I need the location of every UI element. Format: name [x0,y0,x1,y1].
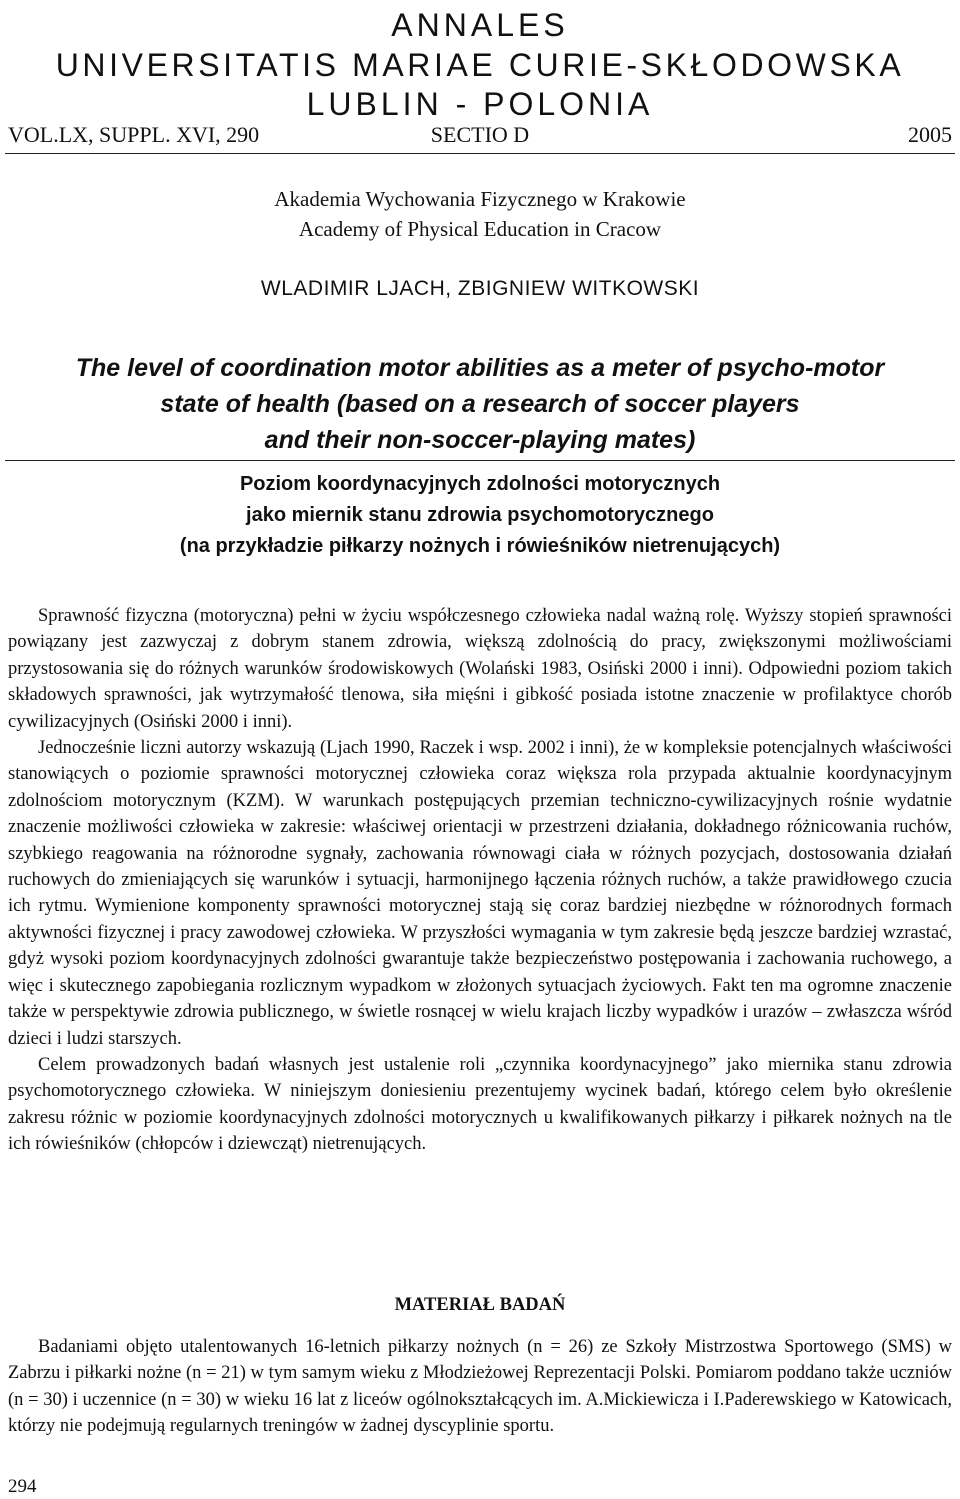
title-en-line3: and their non-soccer-playing mates) [264,426,696,454]
intro-paragraph-3: Celem prowadzonych badań własnych jest ustalenie roli „czynnika koordynacyjnego” jako miernika stanu zdrowia psychomotorycznego człowieka. W niniejszym doniesieniu prezentujemy wycinek badań, którego celem było określenie zakresu różnic w poziomie koordynacyjnych zdolności motorycznych u kwalifikowanych piłkarzy i piłkarek nożnych na tle ich rówieśników (chłopców i dziewcząt) nietrenujących. [8,1054,952,1155]
header-rule [5,153,955,154]
volume-info: VOL.LX, SUPPL. XVI, 290 [8,122,260,147]
section-info: SECTIO D [430,122,530,147]
title-en-line2: state of health (based on a research of soccer players [160,390,800,418]
journal-name-line1: ANNALES [391,7,569,43]
title-pl-line1: Poziom koordynacyjnych zdolności motorycznych [239,473,721,495]
year: 2005 [908,122,952,147]
page-number: 294 [8,1476,37,1497]
affiliation-polish: Akademia Wychowania Fizycznego w Krakowie [274,187,686,211]
title-pl-line2: jako miernik stanu zdrowia psychomotorycznego [246,504,714,526]
material-text [8,1334,952,1440]
title-pl-line3: (na przykładzie piłkarzy nożnych i rówieśników nietrenujących) [179,535,781,557]
volume-row [8,122,952,152]
intro-paragraph-1: Sprawność fizyczna (motoryczna) pełni w życiu współczesnego człowieka nadal ważną rolę. Wyższy stopień sprawności powiązany jest zazwyczaj z dobrym stanem zdrowia, większą zdolnością do pracy, zwiększonymi możliwościami przystosowania się do różnych warunków środowiskowych (Wolański 1983, Osiński 2000 i inni). Odpowiedni poziom takich składowych sprawności, jak wytrzymałość tlenowa, siła mięśni i gibkość posiada istotne znaczenie w profilaktyce chorób cywilizacyjnych (Osiński 2000 i inni). [8,606,952,732]
journal-name-line3: LUBLIN - POLONIA [306,86,654,122]
title-en-line1: The level of coordination motor abilities as a meter of psycho-motor [75,354,885,382]
affiliation-english: Academy of Physical Education in Cracow [298,217,662,241]
material-paragraph: Badaniami objęto utalentowanych 16-letnich piłkarzy nożnych (n = 26) ze Szkoły Mistrzostwa Sportowego (SMS) w Zabrzu i piłkarki nożne (n = 21) w tym samym wieku z Młodzieżowej Reprezentacji Polski. Pomiarom poddano także uczniów (n = 30) i uczennice (n = 30) w wieku 16 lat z liceów ogólnokształcących im. A.Mickiewicza i I.Paderewskiego w Katowicach, którzy nie podejmują regularnych treningów w żadnej dyscyplinie sportu. [8,1337,952,1437]
intro-text [8,603,952,1158]
intro-paragraph-2: Jednocześnie liczni autorzy wskazują (Ljach 1990, Raczek i wsp. 2002 i inni), że w kompleksie potencjalnych właściwości stanowiących o poziomie sprawności motorycznej człowieka coraz większa rola przypada aktualnie koordynacyjnym zdolnościom motorycznym (KZM). W warunkach postępujących przemian techniczno-cywilizacyjnych rośnie wydatnie znaczenie możliwości człowieka w zakresie: właściwej orientacji w przestrzeni działania, dokładnego różnicowania ruchów, szybkiego reagowania na różnorodne sygnały, zachowania równowagi ciała w różnych pozycjach, dostosowania działań ruchowych do zmieniających się warunków i sytuacji, harmonijnego łączenia różnych ruchów, a także prawidłowego czucia ich rytmu. Wymienione komponenty sprawności motorycznej stają się coraz bardziej niezbędne w różnorodnych formach aktywności fizycznej i pracy zawodowej człowieka. W przyszłości wymagania w tym zakresie będą jeszcze bardziej wzrastać, gdyż wysoki poziom koordynacyjnych zdolności gwarantuje także bezpieczeństwo postępowania i zachowania ruchowego, a więc i skutecznego zapobiegania rozlicznym wypadkom w złożonych sytuacjach życiowych. Fakt ten ma ogromne znaczenie także w perspektywie zdrowia publicznego, w świetle rosnącej w wielu krajach liczby wypadków i urazów – zwłaszcza wśród dzieci i ludzi starszych. [8,738,952,1049]
title-rule [5,460,955,461]
authors: WLADIMIR LJACH, ZBIGNIEW WITKOWSKI [260,277,700,300]
section-heading: MATERIAŁ BADAŃ [394,1295,566,1315]
journal-name-line2: UNIVERSITATIS MARIAE CURIE-SKŁODOWSKA [55,47,905,83]
